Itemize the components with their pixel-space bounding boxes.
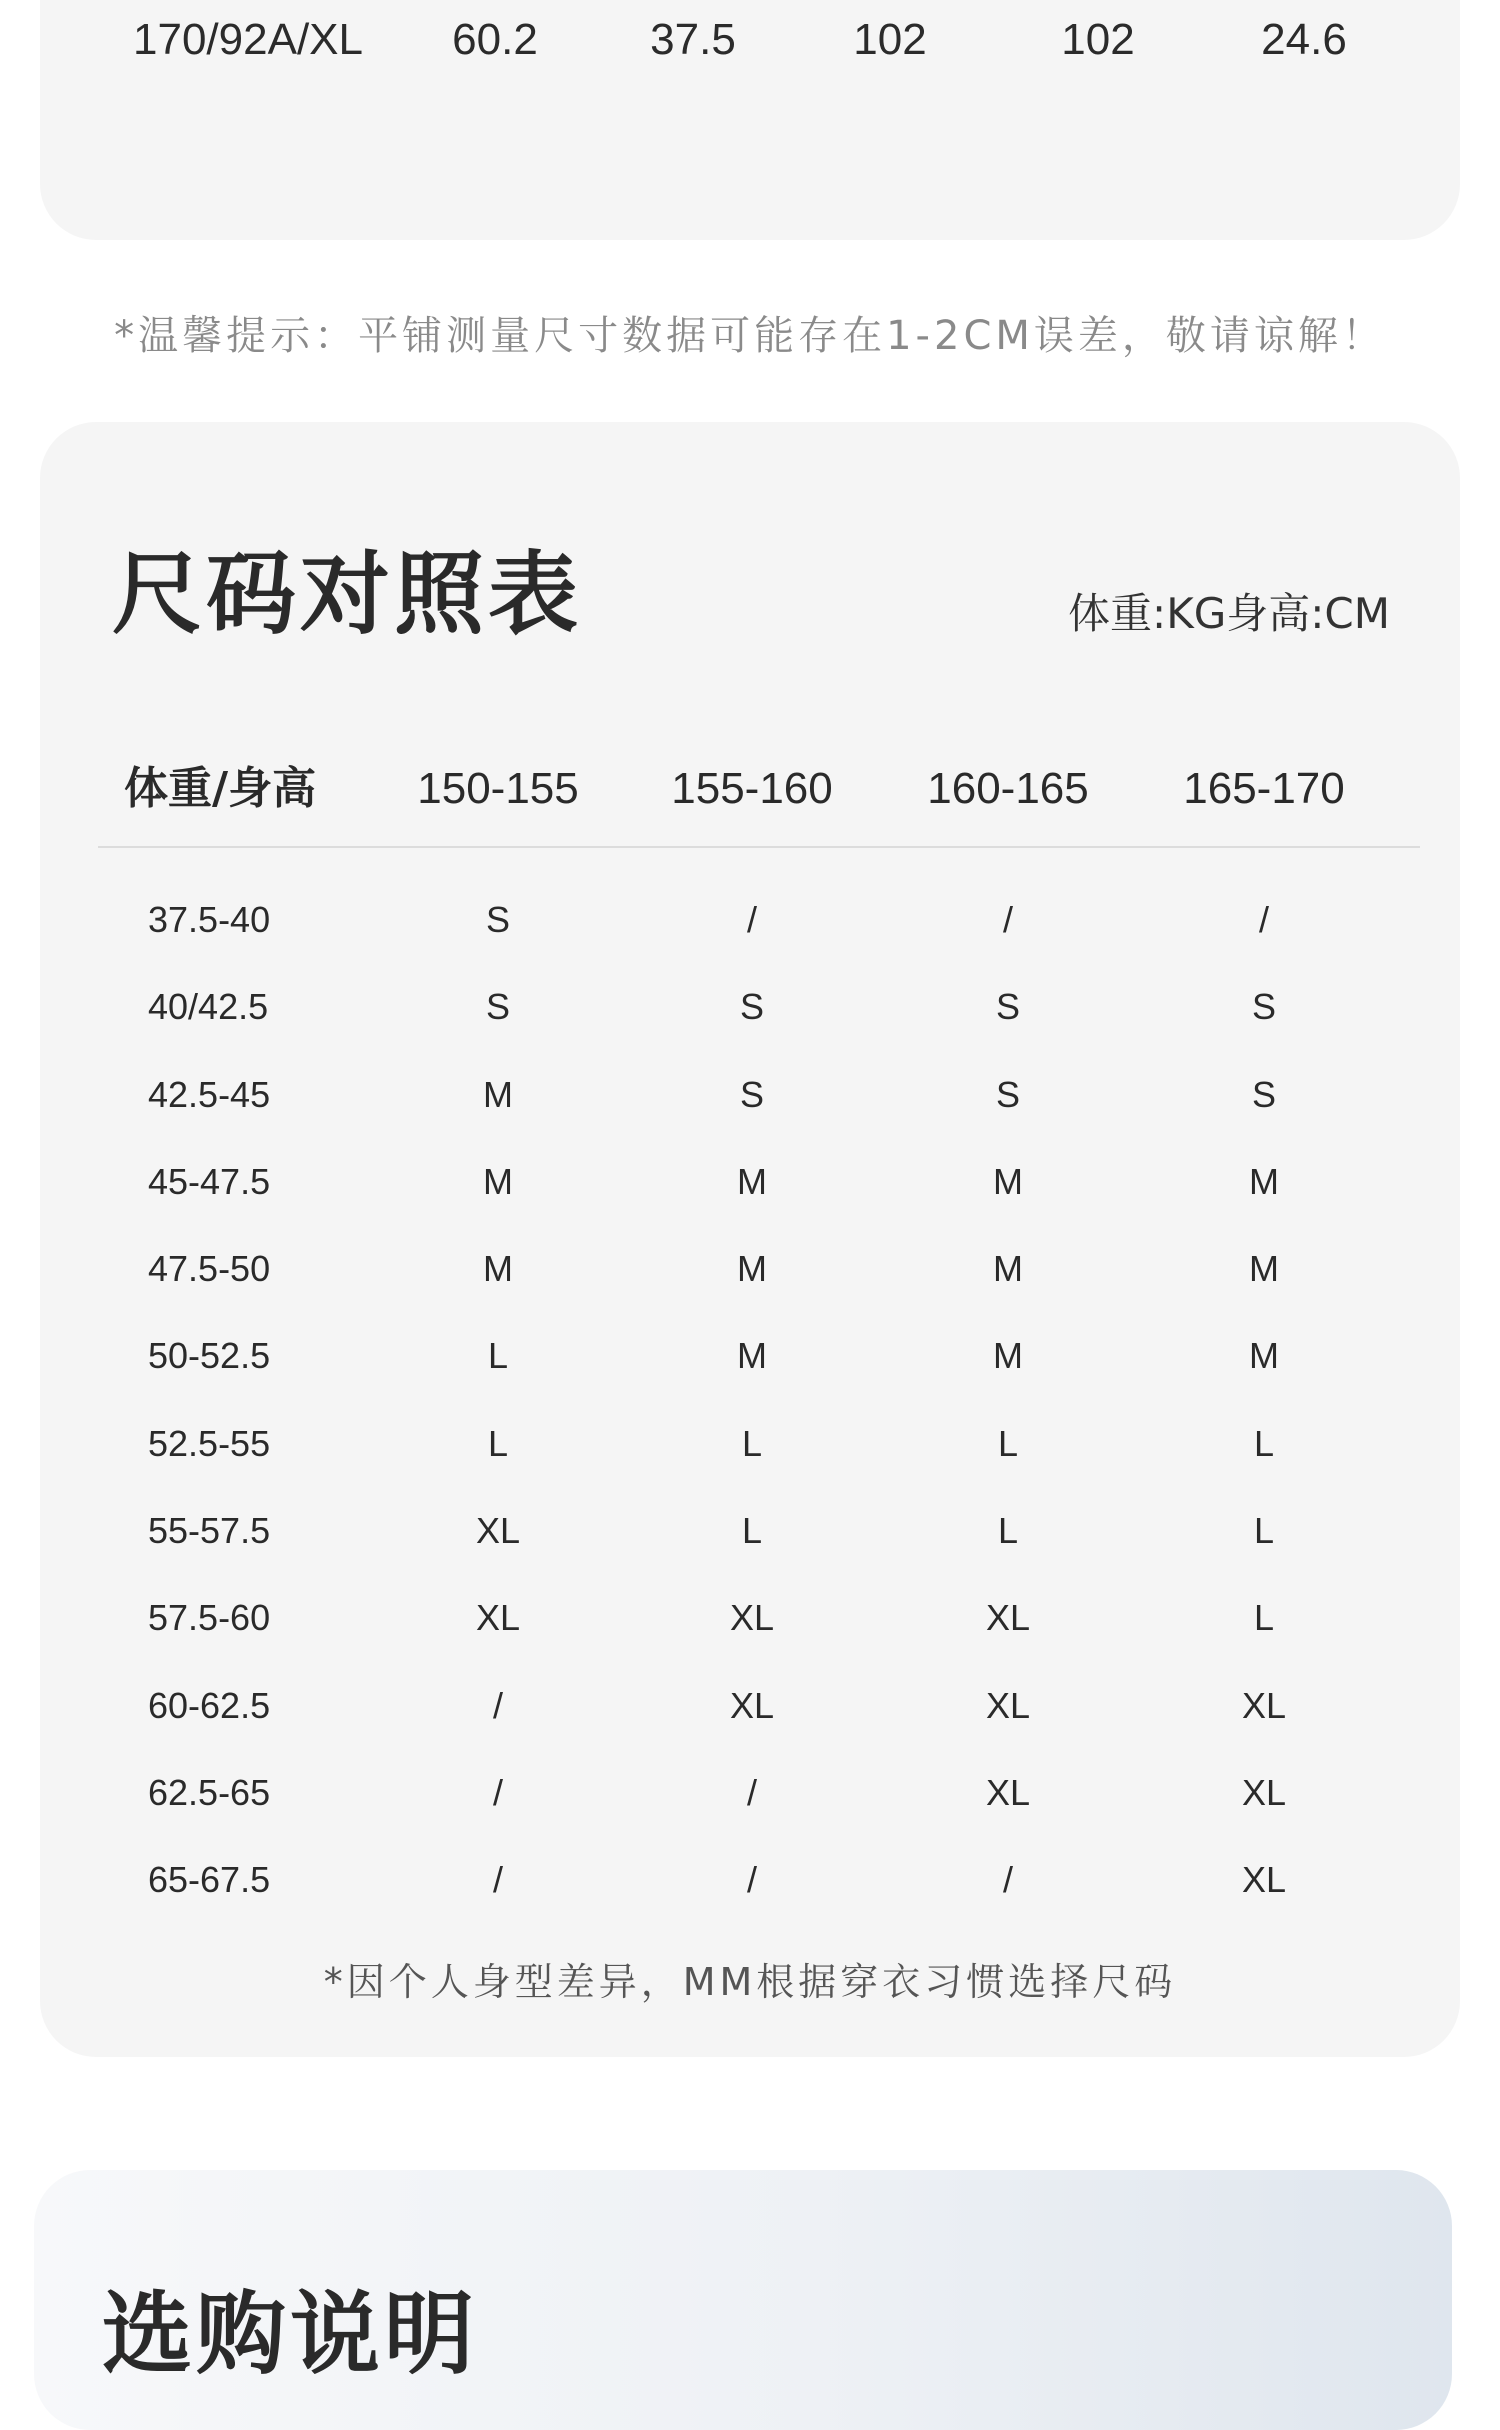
size-cell: L: [741, 1510, 763, 1552]
measurement-cell: 170/92A/XL: [133, 15, 363, 64]
size-cell: XL: [729, 1684, 775, 1726]
measurement-cell: 60.2: [452, 15, 538, 64]
size-cell: /: [492, 1684, 504, 1726]
size-chart-row: [40, 1063, 1460, 1150]
weight-range-label: 45-47.5: [148, 1160, 271, 1202]
size-cell: /: [1258, 899, 1270, 940]
size-cell: L: [1253, 1597, 1275, 1639]
size-cell: M: [483, 1160, 513, 1202]
size-cell: S: [485, 986, 511, 1028]
size-chart-row: [40, 888, 1460, 975]
weight-range-label: 40/42.5: [148, 986, 269, 1028]
size-cell: M: [1249, 1248, 1279, 1290]
size-cell: L: [1253, 1510, 1275, 1552]
purchase-notes-title: 选购说明: [102, 2282, 478, 2387]
size-cell: S: [995, 986, 1021, 1028]
header-height-range: 160-165: [927, 764, 1089, 813]
measurement-table-row: [40, 10, 1460, 70]
size-cell: XL: [1241, 1859, 1287, 1901]
size-chart-footnote: *因个人身型差异，MM根据穿衣习惯选择尺码: [323, 1960, 1177, 2004]
size-cell: M: [993, 1335, 1023, 1377]
header-height-range: 165-170: [1183, 764, 1345, 813]
measurement-table-card: [40, 0, 1460, 240]
size-cell: /: [746, 899, 758, 940]
size-cell: L: [997, 1422, 1019, 1464]
weight-range-label: 57.5-60: [148, 1597, 271, 1639]
size-cell: XL: [1241, 1771, 1287, 1813]
size-cell: L: [997, 1510, 1019, 1552]
header-corner-label: 体重/身高: [124, 763, 317, 814]
size-cell: XL: [1241, 1684, 1287, 1726]
size-chart-body: [40, 888, 1460, 1936]
measurement-tip: *温馨提示：平铺测量尺寸数据可能存在1-2CM误差，敬请谅解！: [114, 313, 1386, 359]
size-cell: XL: [475, 1597, 521, 1639]
size-cell: M: [737, 1335, 767, 1377]
size-cell: /: [1002, 899, 1014, 940]
size-cell: M: [1249, 1335, 1279, 1377]
weight-range-label: 42.5-45: [148, 1073, 271, 1115]
size-cell: M: [737, 1248, 767, 1290]
weight-range-label: 47.5-50: [148, 1248, 271, 1290]
header-height-range: 155-160: [671, 764, 833, 813]
size-chart-row: [40, 1586, 1460, 1673]
size-cell: L: [487, 1422, 509, 1464]
size-cell: S: [1251, 986, 1277, 1028]
size-chart-row: [40, 1150, 1460, 1237]
size-cell: S: [1251, 1073, 1277, 1115]
measurement-cell: 102: [1061, 15, 1135, 64]
size-cell: XL: [985, 1771, 1031, 1813]
size-cell: L: [487, 1335, 509, 1377]
size-chart-row: [40, 1761, 1460, 1848]
size-chart-header: [40, 754, 1460, 824]
size-cell: M: [483, 1073, 513, 1115]
weight-range-label: 65-67.5: [148, 1859, 271, 1901]
purchase-notes-card: [34, 2170, 1452, 2430]
weight-range-label: 55-57.5: [148, 1510, 271, 1552]
size-cell: L: [741, 1422, 763, 1464]
size-cell: L: [1253, 1422, 1275, 1464]
size-cell: M: [737, 1160, 767, 1202]
size-cell: /: [746, 1771, 758, 1813]
size-cell: S: [485, 899, 511, 940]
weight-range-label: 50-52.5: [148, 1335, 271, 1377]
weight-range-label: 52.5-55: [148, 1422, 271, 1464]
size-cell: XL: [985, 1597, 1031, 1639]
size-cell: /: [1002, 1859, 1014, 1901]
size-chart-row: [40, 1412, 1460, 1499]
size-cell: /: [492, 1771, 504, 1813]
size-chart-row: [40, 1324, 1460, 1411]
weight-range-label: 37.5-40: [148, 899, 271, 940]
size-cell: M: [993, 1248, 1023, 1290]
size-cell: S: [739, 1073, 765, 1115]
size-chart-row: [40, 1674, 1460, 1761]
size-cell: S: [995, 1073, 1021, 1115]
weight-range-label: 62.5-65: [148, 1771, 271, 1813]
measurement-cell: 24.6: [1261, 15, 1347, 64]
size-chart-row: [40, 1848, 1460, 1935]
header-divider: [98, 846, 1420, 848]
size-chart-title: 尺码对照表: [112, 542, 582, 647]
size-cell: XL: [985, 1684, 1031, 1726]
size-cell: S: [739, 986, 765, 1028]
size-cell: M: [1249, 1160, 1279, 1202]
size-cell: M: [483, 1248, 513, 1290]
size-chart-card: [40, 422, 1460, 2057]
size-chart-row: [40, 1237, 1460, 1324]
size-cell: /: [746, 1859, 758, 1901]
size-cell: XL: [729, 1597, 775, 1639]
weight-range-label: 60-62.5: [148, 1684, 271, 1726]
size-cell: /: [492, 1859, 504, 1901]
size-chart-row: [40, 975, 1460, 1062]
size-cell: XL: [475, 1510, 521, 1552]
unit-note: 体重:KG身高:CM: [1068, 589, 1390, 638]
size-chart-row: [40, 1499, 1460, 1586]
measurement-cell: 37.5: [650, 15, 736, 64]
header-height-range: 150-155: [417, 764, 579, 813]
measurement-cell: 102: [853, 15, 927, 64]
size-cell: M: [993, 1160, 1023, 1202]
